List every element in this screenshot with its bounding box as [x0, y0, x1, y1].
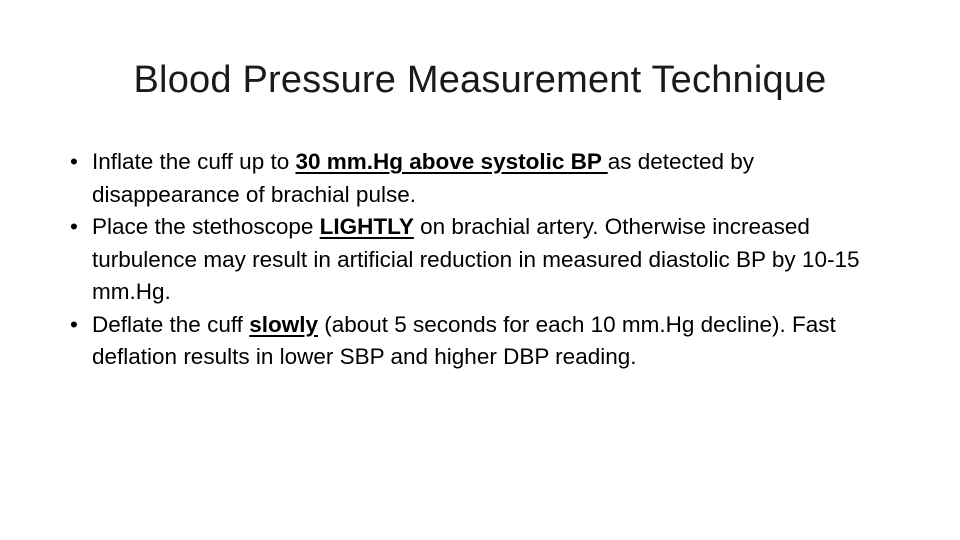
bullet-text-pre: Place the stethoscope	[92, 214, 320, 239]
bullet-text-post: (about 5 seconds for each 10 mm.Hg decline). Fast deflation results in lower SBP and higher DBP reading.	[92, 311, 836, 369]
bullet-dot-icon: •	[70, 311, 78, 337]
bullet-item-inflate	[68, 146, 888, 211]
bullet-item-deflate	[68, 309, 888, 374]
bullet-text-post: as detected by disappearance of brachial pulse.	[92, 149, 755, 207]
bullet-dot-icon: •	[70, 214, 78, 239]
bullet-emphasis: slowly	[249, 311, 318, 337]
bullet-dot-icon: •	[70, 149, 78, 174]
bullet-text-pre: Inflate the cuff up to	[92, 149, 296, 174]
bullet-emphasis: LIGHTLY	[319, 214, 414, 239]
bullet-emphasis: 30 mm.Hg above systolic BP	[295, 149, 608, 174]
slide-title: Blood Pressure Measurement Technique	[133, 59, 827, 101]
bullet-list	[68, 146, 888, 374]
bullet-text-pre: Deflate the cuff	[92, 311, 250, 337]
bullet-text-post: on brachial artery. Otherwise increased turbulence may result in artificial reduction in measured diastolic BP by 10-15 mm.Hg.	[92, 214, 860, 304]
bullet-item-stethoscope	[68, 211, 888, 309]
